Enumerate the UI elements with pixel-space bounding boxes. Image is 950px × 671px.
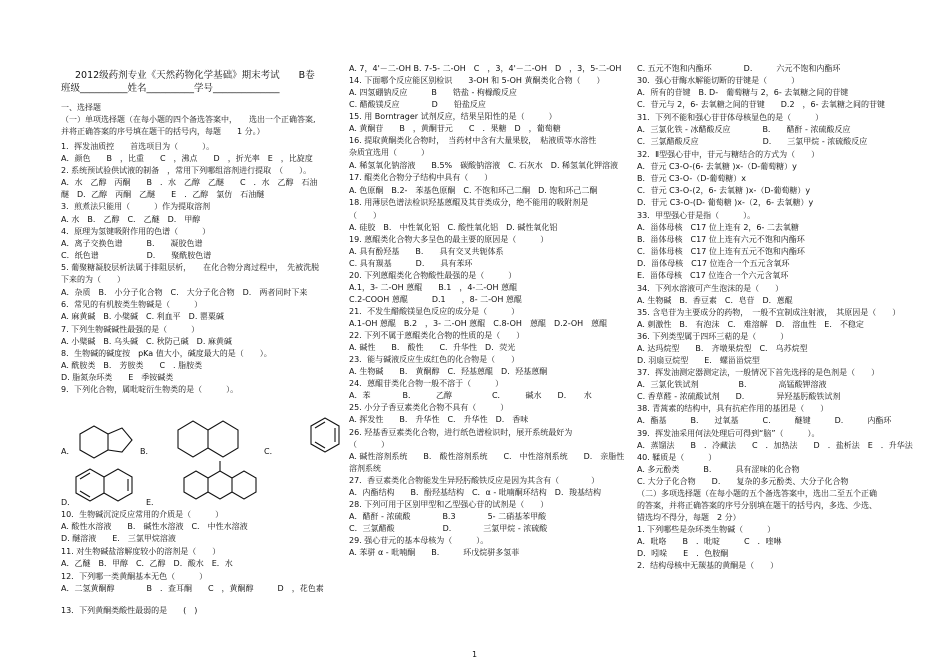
exam-text-line: （ ） [349,440,389,449]
exam-text-line: A. 苯骈 α - 吡喃酮 B. 环戊烷骈多氢菲 [349,548,520,557]
q9-option-c: C． [264,447,278,456]
exam-text-line: 1．挥发油质控 首选项目为（ ）。 [61,142,215,151]
q9-option-d: D． [61,498,76,507]
exam-text-line: A. 生物碱 B．香豆素 C．皂苷 D．蒽醌 [637,296,793,305]
exam-text-line: A. 酸性水溶液 B. 碱性水溶液 C. 中性水溶液 [61,522,248,531]
exam-text-line: 杂质宜选用（ ） [349,148,429,157]
exam-text-line: A．离子交换色谱 B. 凝胶色谱 [61,239,203,248]
exam-text-line: A. 刺激性 B. 有泡沫 C. 难溶解 D. 溶血性 E. 不稳定 [637,320,864,329]
exam-text-line: A. 色原酮 B.2- 苯基色原酮 C. 不饱和环己二酮 D. 饱和环己二酮 [349,186,598,195]
exam-text-line: 的答案，并将正确答案的序号分别填在题干的括号内，多选、少选、 [637,501,877,510]
exam-text-line: 下来的为（ ） [61,275,125,284]
exam-text-line: 15. 用 Borntrager 试剂反应，结果呈阳性的是（ ） [349,112,557,121]
q9-option-b: B． [140,447,154,456]
exam-text-line: A．所有的苷键 B. D- 葡萄糖与 2，6- 去氧糖之间的苷键 [637,88,849,97]
exam-text-line: A. 碱性 B. 酸性 C．升华性 D．荧光 [349,343,516,352]
exam-text-line: A.1-OH 蒽醌 B.2 ，3- 二-OH 蒽醌 C.8-OH 蒽醌 D.2-OH 蒽醌 [349,319,608,328]
exam-text-line: 17. 醌类化合物分子结构中具有（ ） [349,173,493,182]
exam-text-line: 13．下列黄酮类酸性最弱的是 ( ) [61,606,198,615]
exam-text-line: 40. 鞣质是（ ） [637,453,717,462]
exam-text-line: 12．下列哪一类黄酮基本无色（ ） [61,572,208,581]
exam-text-line: 6．常见的有机胺类生物碱是（ ） [61,300,203,309]
exam-text-line: A. 酰胺类 B. 芳胺类 C . 脂胺类 [61,361,203,370]
exam-text-line: B．甾体母核 C17 位上连有六元不饱和内酯环 [637,235,805,244]
indolizidine-structure [70,420,150,465]
exam-text-line: A．苷元 C3-O-(6- 去氧糖 )x-（D-葡萄糖）y [637,162,797,171]
exam-text-line: A．酯基 B. 过氧基 C. 醚键 D. 内酯环 [637,416,892,425]
exam-text-line: 16. 提取黄酮类化合物时， 当药材中含有大量果胶， 粘液质等水溶性 [349,136,597,145]
exam-text-line: D．苷元 C3-O-(D- 葡萄糖 )x-（2，6- 去氧糖）y [637,198,814,207]
exam-text-line: 4．原理为氢键吸附作用的色谱（ ） [61,227,211,236]
exam-text-line: 19. 蒽醌类化合物大多呈色的最主要的原因是（ ） [349,235,549,244]
exam-text-line: A. 黄酮苷 B ，黄酮苷元 C ．果糖 D ，葡萄糖 [349,124,561,133]
exam-text-line: 25. 小分子香豆素类化合物不具有（ ） [349,403,509,412]
exam-text-line: 38. 青蒿素的结构中，具有抗疟作用的基团是（ ） [637,404,829,413]
exam-text-line: E．甾体母核 C17 位连合一个六元含氧环 [637,271,789,280]
exam-text-line: 7. 下列生物碱碱性最强的是（ ） [61,325,200,334]
exam-text-line: C. 醋酸镁反应 D 铅盐反应 [349,100,486,109]
exam-text-line: B．苷元 C3-O-（D-葡萄糖）x [637,174,747,183]
exam-text-line: 10．生物碱沉淀反应常用的介质是（ ） [61,510,224,519]
exam-text-line: A. 挥发性 B. 升华性 C. 升华性 D. 香味 [349,415,529,424]
exam-text-line: A. 7，4'－二-OH B. 7-5- 二-OH C ，3，4'－二-OH D ，3，5-二-OH [349,64,622,73]
exam-text-line: A．水 乙醇 丙酮 B ．水 乙醇 乙醚 C ．水 乙醇 石油 [61,178,318,187]
exam-text-line: A．颜色 B ，比重 C ，沸点 D ，折光率 E ，比旋度 [61,154,313,163]
exam-text-line: D. 羽扇豆烷型 E. 螺甾甾烷型 [637,356,760,365]
exam-text-line: D. 脂氮杂环类 E 季铵碱类 [61,373,174,382]
exam-text-line: C. 大分子化合物 D. 复杂的多元酚类、大分子化合物 [637,477,849,486]
exam-text-line: A．杂质 B. 小分子化合物 C. 大分子化合物 D. 两者同时下来 [61,288,308,297]
exam-text-line: C.2-COOH 蒽醌 D.1 ，8- 二-OH 蒽醌 [349,295,522,304]
exam-text-line: C. 五元不饱和内酯环 D. 六元不饱和内酯环 [637,64,841,73]
exam-text-line: 23．能与碱液反应生成红色的化合物是（ ） [349,355,520,364]
exam-text-line: 8．生物碱的碱度按 pKa 值大小，碱度最大的是（ ）。 [61,349,272,358]
phenanthridine-structure [176,458,266,508]
exam-text-line: C．甾体母核 C17 位上连有五元不饱和内酯环 [637,247,805,256]
exam-text-line: A．乙醚 B．甲醇 C．乙醇 D．酸水 E．水 [61,559,233,568]
exam-text-line: A. 硅胶 B. 中性氧化铝 C. 酸性氧化铝 D. 碱性氧化铝 [349,223,558,232]
section-heading: 一、选择题 [61,103,101,112]
exam-text-line: A．苯 B． 乙醇 C． 碱水 D． 水 [349,391,592,400]
exam-text-line: 34．下列水溶液可产生泡沫的是（ ） [637,284,784,293]
exam-text-line: A. 多元酚类 B. 具有涩味的化合物 [637,465,800,474]
exam-text-line: A．二氢黄酮醇 B ．查耳酮 C ，黄酮醇 D ，花色素 [61,584,324,593]
exam-text-line: 28. 下列可用于区别甲型和乙型强心苷的试剂是（ ） [349,500,549,509]
exam-text-line: 2. 系统预试验供试液的制备 ，常用下列哪组溶剂进行提取 （ ）。 [61,166,312,175]
exam-text-line: A. 麻黄碱 B. 小檗碱 C. 利血平 D. 罂粟碱 [61,312,224,321]
exam-text-line: A. 小檗碱 B. 乌头碱 C. 秋防己碱 D. 麻黄碱 [61,337,232,346]
exam-text-line: 26. 羟基香豆素类化合物，进行纸色谱检识时，展开系统最好为 [349,428,573,437]
exam-text-line: 37．挥发油测定器测定法，一般情况下首先选择的是色剂是（ ） [637,368,880,377]
exam-text-line: D．吲哚 E ．色胺酮 [637,549,729,558]
exam-text-line: 11. 对生物碱盐溶解度较小的溶剂是（ ） [61,547,221,556]
exam-text-line: A．三氯化铁试剂 B. 高锰酸钾溶液 [637,380,827,389]
q9-option-e: E． [146,498,160,507]
exam-text-line: C．苷元与 2，6- 去氧糖之间的苷键 D.2 ，6- 去氧糖之间的苷键 [637,100,886,109]
exam-text-line: D．甾体母核 C17 位连合一个五元含氧环 [637,259,790,268]
exam-text-line: A. 生物碱 B. 黄酮醇 C．羟基蒽醌 D．羟基蒽酮 [349,367,548,376]
exam-text-line: （ ） [349,211,381,220]
exam-text-line: A.1，3- 二-OH 蒽醌 B.1 ，4-二-OH 蒽醌 [349,283,518,292]
exam-text-line: 错选均不得分，每题 2 分） [637,513,741,522]
exam-text-line: 18. 用薄层色谱法检识羟基蒽醌及其苷类成分，绝不能用的吸附剂是 [349,198,589,207]
exam-text-line: A. 水 B. 乙醇 C. 乙醚 D. 甲醇 [61,215,201,224]
exam-text-line: 14. 下面哪个反应能区别检识 3-OH 和 5-OH 黄酮类化合物（ ） [349,76,605,85]
exam-text-line: C. 香草醛 - 浓硫酸试剂 D. 异羟基肟酸铁试剂 [637,392,841,401]
exam-text-line: 24．蒽醌苷类化合物一般不溶于（ ） [349,379,504,388]
exam-text-line: A. 四氢硼钠反应 B 锆盐 - 枸橼酸反应 [349,88,517,97]
exam-text-line: A. 稀氢氧化钠溶液 B.5% 碳酸钠溶液 C. 石灰水 D. 稀氢氧化钾溶液 [349,161,619,170]
exam-text-line: 29. 强心苷元的基本母核为（ ）。 [349,536,489,545]
quinoline-structure [70,463,142,507]
exam-text-line: 9．下列化合物，属吡啶衍生物类的是（ ）。 [61,385,239,394]
exam-text-line: A．甾体母核 C17 位上连有 2，6- 二去氧糖 [637,223,799,232]
exam-text-line: A．蒸馏法 B ．冷藏法 C ．加热法 D ．盐析法 E ．升华法 [637,441,913,450]
exam-text-line: 31．下列不能和强心苷苷体母核显色的是（ ） [637,113,824,122]
exam-text-line: A. 达玛烷型 B. 齐墩果烷型 C. 乌苏烷型 [637,344,808,353]
exam-text-line: C．三氯醋酸反应 D. 三氯甲烷 - 浓硫酸反应 [637,137,868,146]
quinolizidine-structure [172,416,258,462]
exam-text-line: C．纸色谱 D. 聚酰胺色谱 [61,251,212,260]
student-info-line: 班级__________姓名__________学号______________ [61,83,280,94]
exam-text-line: C．苷元 C3-O-(2，6- 去氧糖 )x-（D-葡萄糖）y [637,186,811,195]
exam-text-line: 27．香豆素类化合物能发生异羟肟酸铁反应是因为其含有（ ） [349,476,600,485]
exam-text-line: 39．挥发油采用何法处理后可得到“脑”（ ）。 [637,429,820,438]
exam-text-line: 21．不发生醋酸镁显色反应的成分是（ ） [349,307,520,316]
exam-text-line: D. 醚溶液 E. 三氯甲烷溶液 [61,534,176,543]
instructions-line: 并将正确答案的序号填在题干的括号内，每题 1 分。） [61,127,265,136]
exam-text-line: 20. 下列蒽醌类化合物酸性最强的是（ ） [349,271,517,280]
exam-text-line: 36. 下列类型属于四环三萜的是（ ） [637,332,789,341]
exam-text-line: 30．强心苷酶水解能切断的苷键是（ ） [637,76,800,85]
exam-text-line: 2．结构母核中无羰基的黄酮是（ ） [637,561,779,570]
exam-text-line: C. 具有羰基 D. 具有苯环 [349,259,473,268]
exam-text-line: 3．煎煮法只能用（ ）作为提取溶剂 [61,202,211,211]
exam-text-line: A. 碱性溶剂系统 B. 酸性溶剂系统 C. 中性溶剂系统 D. 亲脂性 [349,452,625,461]
exam-text-line: A．醋酐 - 浓硫酸 B.3 5- 二硝基苯甲酸 [349,512,547,521]
pyridine-structure [303,410,347,460]
exam-text-line: 33．甲型强心苷是指（ ）。 [637,211,756,220]
exam-text-line: （二）多项选择题（在每小题的五个备选答案中，选出二至五个正确 [637,489,877,498]
exam-text-line: 醚 D．乙醇 丙酮 乙醚 E ．乙醇 氯仿 石油醚 [61,190,265,199]
exam-title: 2012级药剂专业《天然药物化学基础》期末考试 B卷 [75,70,315,81]
instructions-line: （一）单项选择题（在每小题的四个备选答案中， 选出一个正确答案, [61,115,316,124]
exam-text-line: 35. 含皂苷为主要成分的药物， 一般不宜制成注射液， 其原因是（ ） [637,308,901,317]
exam-text-line: 溶剂系统 [349,464,381,473]
exam-text-line: C．三氯醋酸 D. 三氯甲烷 - 浓硫酸 [349,524,548,533]
exam-text-line: A．吡咯 B ．吡啶 C ．喹啉 [637,537,782,546]
exam-text-line: A．内酯结构 B．酚羟基结构 C．α - 吡喃酮环结构 D．羧基结构 [349,488,601,497]
exam-text-line: 1. 下列哪些是杂环类生物碱（ ） [637,525,776,534]
exam-text-line: A．三氯化铁 - 冰醋酸反应 B. 醋酐 - 浓硫酸反应 [637,125,851,134]
exam-text-line: A. 具有酚羟基 B. 具有交叉共轭体系 [349,247,504,256]
exam-text-line: 22. 下列不属于蒽醌类化合物的性质的是（ ） [349,331,525,340]
exam-text-line: 32．Ⅱ型强心苷中，苷元与糖结合的方式为（ ） [637,150,820,159]
q9-option-a: A． [61,447,75,456]
exam-text-line: 5. 葡聚糖凝胶层析法属于排阻层析， 在化合物分离过程中， 先被洗脱 [61,263,320,272]
page-number: 1 [472,650,478,659]
